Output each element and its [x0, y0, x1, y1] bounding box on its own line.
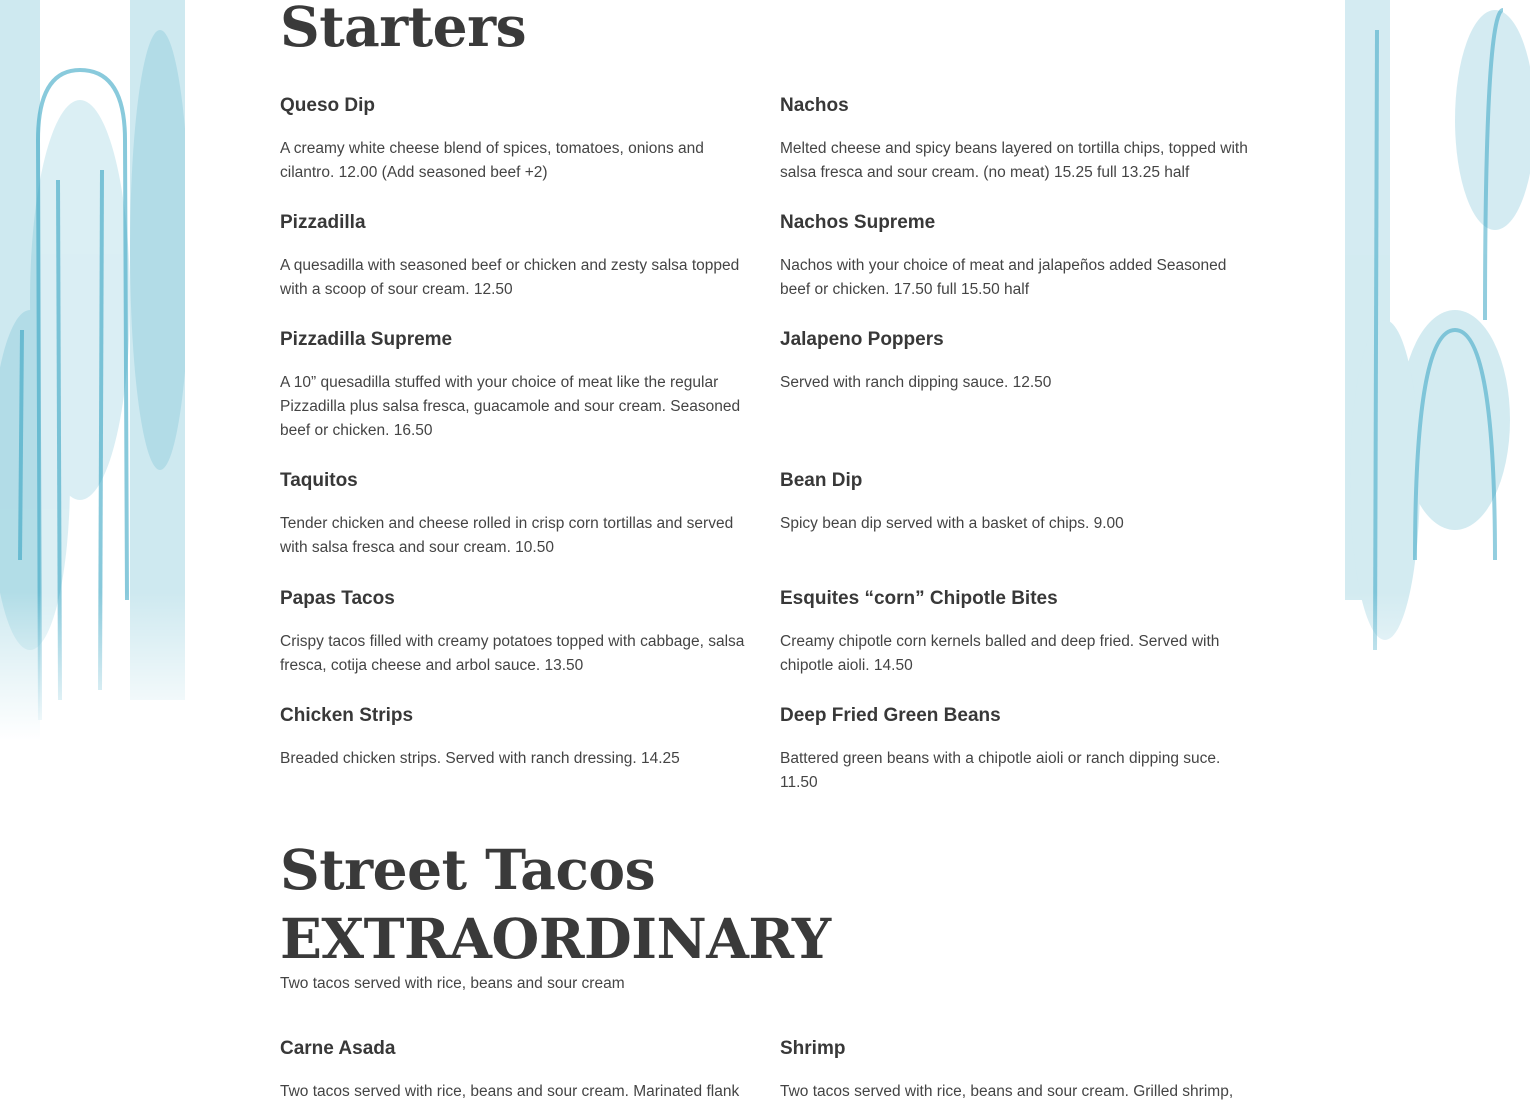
- menu-item: [780, 1037, 1250, 1104]
- menu-item: [780, 704, 1250, 795]
- menu-item-description: Breaded chicken strips. Served with ranch dressing. 14.25: [280, 750, 680, 767]
- menu-item-name: Chicken Strips: [280, 705, 414, 726]
- menu-item: [280, 1037, 750, 1104]
- menu-item-description: A 10” quesadilla stuffed with your choice of meat like the regular Pizzadilla plus salsa fresca, guacamole and sour cream. Seasoned beef or chicken. 16.50: [280, 374, 741, 439]
- street-tacos-title: Street Tacos: [280, 837, 656, 902]
- menu-item: [780, 211, 1250, 302]
- menu-item: [780, 94, 1250, 185]
- menu-item-name: Deep Fried Green Beans: [780, 705, 1001, 726]
- menu-item-name: Nachos: [780, 95, 849, 116]
- menu-item-name: Shrimp: [780, 1038, 846, 1059]
- menu-item-name: Taquitos: [280, 470, 358, 491]
- menu-item-name: Jalapeno Poppers: [780, 329, 944, 350]
- menu-item-description: Melted cheese and spicy beans layered on tortilla chips, topped with salsa fresca and sour cream. (no meat) 15.25 full 13.25 half: [780, 140, 1248, 181]
- menu-item: [280, 328, 750, 443]
- menu-item: [280, 94, 750, 185]
- menu-item-description: Two tacos served with rice, beans and sour cream. Grilled shrimp,: [780, 1083, 1234, 1100]
- menu-item-name: Esquites “corn” Chipotle Bites: [780, 588, 1058, 609]
- menu-item: [780, 587, 1250, 678]
- menu-item: [280, 704, 750, 771]
- menu-item: [280, 469, 750, 560]
- menu-item-name: Carne Asada: [280, 1038, 396, 1059]
- menu-item-description: Served with ranch dipping sauce. 12.50: [780, 374, 1052, 391]
- menu-item: [280, 211, 750, 302]
- menu-item-description: A quesadilla with seasoned beef or chicken and zesty salsa topped with a scoop of sour cream. 12.50: [280, 257, 740, 298]
- street-tacos-subtitle: Two tacos served with rice, beans and sour cream: [280, 975, 625, 992]
- menu-item-name: Papas Tacos: [280, 588, 395, 609]
- menu-item-name: Nachos Supreme: [780, 212, 936, 233]
- menu-item-name: Pizzadilla: [280, 212, 366, 233]
- menu-item-description: Two tacos served with rice, beans and sour cream. Marinated flank: [280, 1083, 740, 1100]
- menu-item-description: Tender chicken and cheese rolled in crisp corn tortillas and served with salsa fresca and sour cream. 10.50: [280, 515, 734, 556]
- menu-item-description: Creamy chipotle corn kernels balled and deep fried. Served with chipotle aioli. 14.50: [780, 633, 1220, 674]
- menu-item: [780, 469, 1250, 536]
- menu-item-description: Crispy tacos filled with creamy potatoes topped with cabbage, salsa fresca, cotija cheese and arbol sauce. 13.50: [280, 633, 745, 674]
- menu-item: [780, 328, 1250, 395]
- menu-item-name: Pizzadilla Supreme: [280, 329, 453, 350]
- starters-title: Starters: [280, 0, 527, 59]
- menu-item: [280, 587, 750, 678]
- menu-item-name: Queso Dip: [280, 95, 376, 116]
- menu-item-description: Nachos with your choice of meat and jalapeños added Seasoned beef or chicken. 17.50 full 15.50 half: [780, 257, 1227, 298]
- cactus-watercolor-right: [1345, 0, 1530, 740]
- cactus-watercolor-left: [0, 0, 185, 740]
- street-tacos-title-line2: EXTRAORDINARY: [280, 906, 831, 971]
- menu-item-name: Bean Dip: [780, 470, 863, 491]
- menu-item-description: Spicy bean dip served with a basket of chips. 9.00: [780, 515, 1124, 532]
- menu-item-description: A creamy white cheese blend of spices, tomatoes, onions and cilantro. 12.00 (Add seasoned beef +2): [280, 140, 704, 181]
- menu-item-description: Battered green beans with a chipotle aioli or ranch dipping suce. 11.50: [780, 750, 1221, 791]
